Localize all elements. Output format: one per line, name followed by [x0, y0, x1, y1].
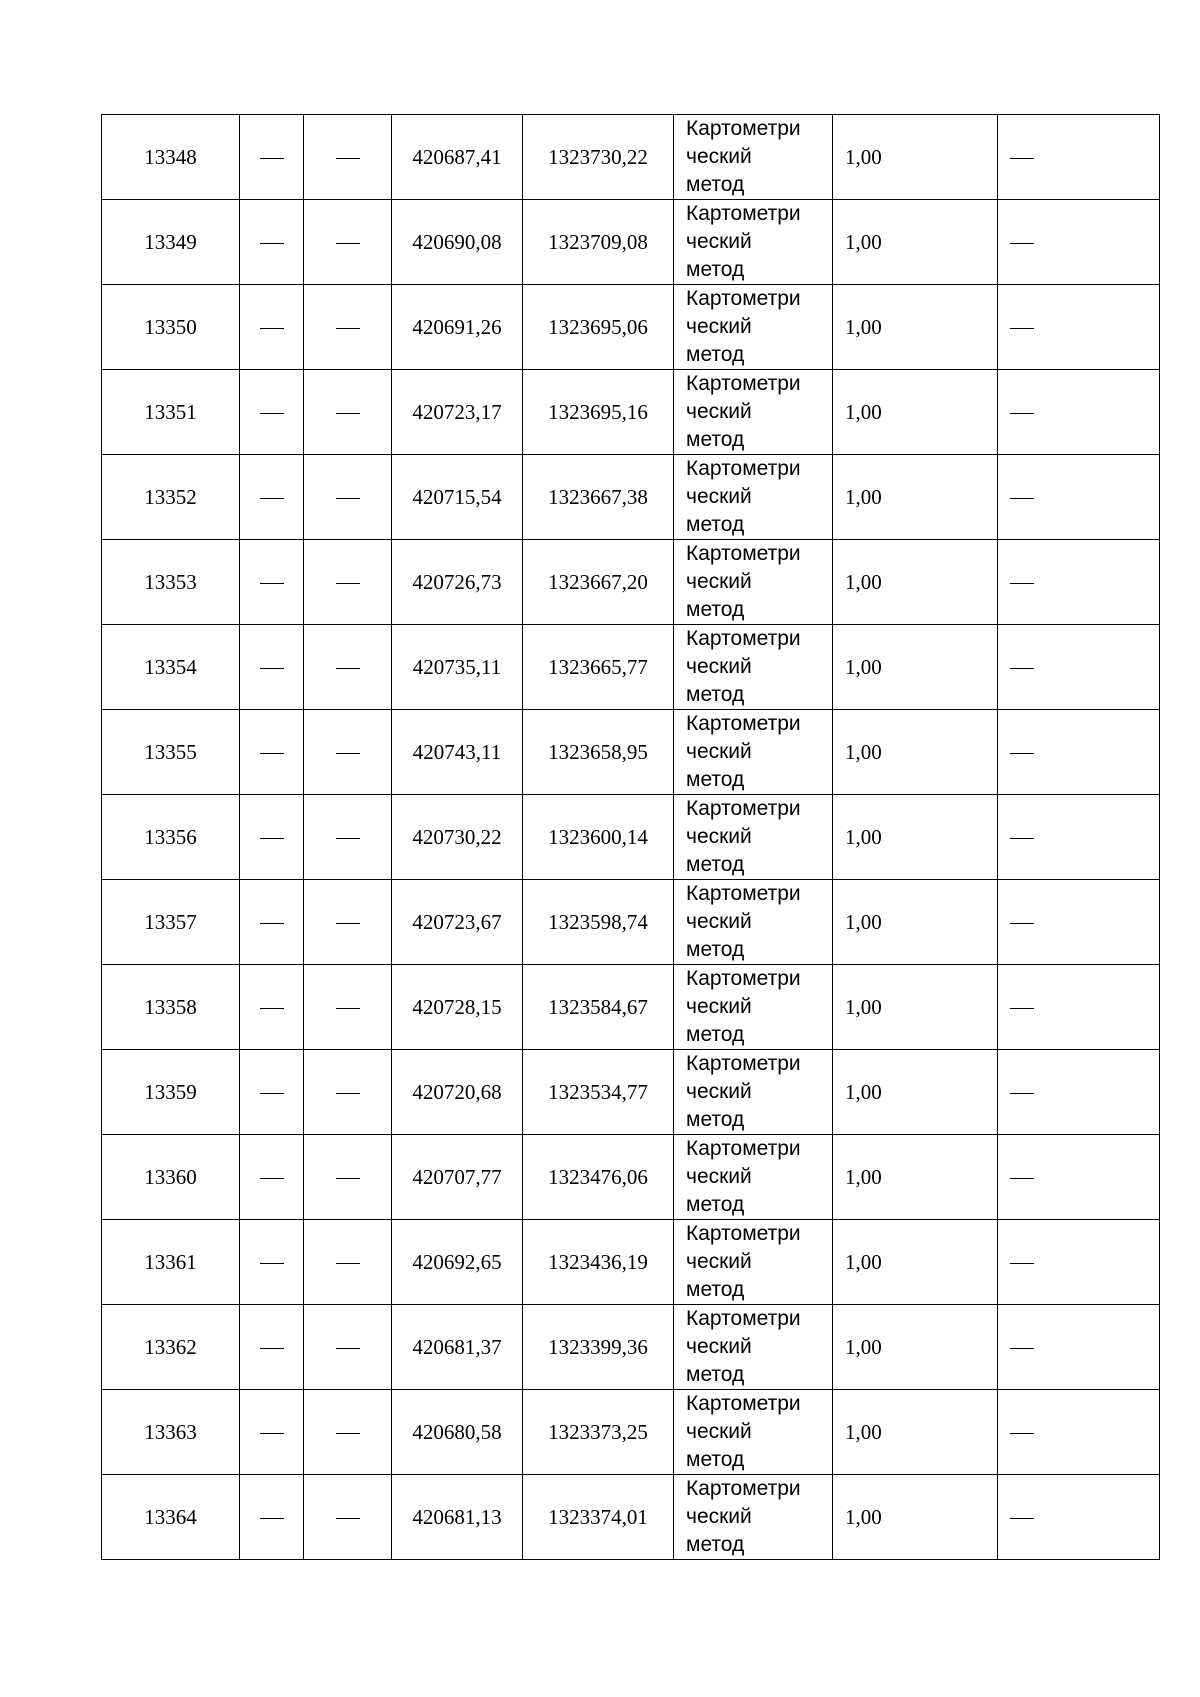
method-line: Картометри: [686, 627, 801, 650]
accuracy-cell: 1,00: [833, 1305, 998, 1390]
table-body: [102, 115, 1160, 1560]
method-cell: [674, 965, 833, 1050]
dash-mark: [336, 1093, 360, 1094]
dash-mark: [260, 1518, 284, 1519]
new-y-cell: 1323399,36: [523, 1305, 674, 1390]
dash-mark: [336, 1518, 360, 1519]
dash-mark: [260, 1263, 284, 1264]
accuracy-cell: 1,00: [833, 795, 998, 880]
dash-mark: [260, 583, 284, 584]
accuracy-cell: 1,00: [833, 710, 998, 795]
method-line: Картометри: [686, 1052, 801, 1075]
new-y-cell: 1323584,67: [523, 965, 674, 1050]
point-number-cell: 13359: [102, 1050, 240, 1135]
dash-mark: [1010, 1433, 1034, 1434]
dash-mark: [1010, 668, 1034, 669]
point-number-cell: 13362: [102, 1305, 240, 1390]
new-x-cell: 420707,77: [392, 1135, 523, 1220]
point-number-cell: 13364: [102, 1475, 240, 1560]
table-row: [102, 1220, 1160, 1305]
dash-mark: [260, 668, 284, 669]
new-x-cell: 420728,15: [392, 965, 523, 1050]
table-row: [102, 200, 1160, 285]
dash-mark: [260, 923, 284, 924]
table-row: [102, 710, 1160, 795]
old-x-cell: [240, 115, 304, 200]
description-cell: [998, 285, 1160, 370]
new-y-cell: 1323665,77: [523, 625, 674, 710]
old-x-cell: [240, 370, 304, 455]
dash-mark: [260, 1348, 284, 1349]
old-x-cell: [240, 200, 304, 285]
method-line: метод: [686, 428, 745, 451]
dash-mark: [1010, 1178, 1034, 1179]
table-row: [102, 1475, 1160, 1560]
accuracy-cell: 1,00: [833, 285, 998, 370]
method-line: ческий: [686, 740, 752, 763]
old-x-cell: [240, 285, 304, 370]
dash-mark: [336, 668, 360, 669]
method-cell: [674, 795, 833, 880]
method-line: Картометри: [686, 1307, 801, 1330]
dash-mark: [336, 1433, 360, 1434]
old-y-cell: [304, 370, 392, 455]
old-x-cell: [240, 880, 304, 965]
accuracy-cell: 1,00: [833, 455, 998, 540]
new-x-cell: 420692,65: [392, 1220, 523, 1305]
method-line: Картометри: [686, 797, 801, 820]
method-line: ческий: [686, 655, 752, 678]
new-y-cell: 1323695,16: [523, 370, 674, 455]
dash-mark: [260, 158, 284, 159]
accuracy-cell: 1,00: [833, 965, 998, 1050]
new-y-cell: 1323476,06: [523, 1135, 674, 1220]
new-y-cell: 1323534,77: [523, 1050, 674, 1135]
dash-mark: [260, 1093, 284, 1094]
old-x-cell: [240, 625, 304, 710]
point-number-cell: 13363: [102, 1390, 240, 1475]
point-number-cell: 13361: [102, 1220, 240, 1305]
dash-mark: [260, 1433, 284, 1434]
dash-mark: [1010, 583, 1034, 584]
accuracy-cell: 1,00: [833, 1135, 998, 1220]
accuracy-cell: 1,00: [833, 200, 998, 285]
old-x-cell: [240, 1390, 304, 1475]
dash-mark: [260, 243, 284, 244]
accuracy-cell: 1,00: [833, 115, 998, 200]
method-cell: [674, 370, 833, 455]
description-cell: [998, 370, 1160, 455]
method-line: ческий: [686, 1335, 752, 1358]
dash-mark: [260, 498, 284, 499]
method-line: Картометри: [686, 1222, 801, 1245]
dash-mark: [260, 413, 284, 414]
method-line: метод: [686, 1023, 745, 1046]
method-line: метод: [686, 1448, 745, 1471]
method-line: метод: [686, 853, 745, 876]
point-number-cell: 13357: [102, 880, 240, 965]
new-y-cell: 1323436,19: [523, 1220, 674, 1305]
old-y-cell: [304, 1475, 392, 1560]
new-x-cell: 420680,58: [392, 1390, 523, 1475]
new-y-cell: 1323598,74: [523, 880, 674, 965]
new-x-cell: 420691,26: [392, 285, 523, 370]
dash-mark: [336, 1178, 360, 1179]
accuracy-cell: 1,00: [833, 370, 998, 455]
accuracy-cell: 1,00: [833, 1220, 998, 1305]
dash-mark: [1010, 1348, 1034, 1349]
dash-mark: [1010, 1093, 1034, 1094]
dash-mark: [260, 1178, 284, 1179]
dash-mark: [336, 328, 360, 329]
new-x-cell: 420730,22: [392, 795, 523, 880]
method-line: ческий: [686, 1165, 752, 1188]
table-row: [102, 285, 1160, 370]
new-x-cell: 420687,41: [392, 115, 523, 200]
new-x-cell: 420690,08: [392, 200, 523, 285]
method-line: ческий: [686, 1505, 752, 1528]
accuracy-cell: 1,00: [833, 1050, 998, 1135]
method-line: ческий: [686, 145, 752, 168]
description-cell: [998, 795, 1160, 880]
dash-mark: [336, 1008, 360, 1009]
dash-mark: [260, 838, 284, 839]
coordinates-table: [101, 114, 1160, 1560]
method-cell: [674, 1390, 833, 1475]
dash-mark: [336, 498, 360, 499]
dash-mark: [336, 243, 360, 244]
old-y-cell: [304, 115, 392, 200]
accuracy-cell: 1,00: [833, 880, 998, 965]
method-line: Картометри: [686, 202, 801, 225]
point-number-cell: 13358: [102, 965, 240, 1050]
method-line: Картометри: [686, 1137, 801, 1160]
table-row: [102, 455, 1160, 540]
method-line: ческий: [686, 315, 752, 338]
method-line: метод: [686, 1108, 745, 1131]
old-y-cell: [304, 1135, 392, 1220]
method-cell: [674, 540, 833, 625]
description-cell: [998, 1475, 1160, 1560]
point-number-cell: 13351: [102, 370, 240, 455]
method-line: Картометри: [686, 372, 801, 395]
method-line: метод: [686, 1533, 745, 1556]
new-y-cell: 1323730,22: [523, 115, 674, 200]
new-x-cell: 420726,73: [392, 540, 523, 625]
old-y-cell: [304, 1390, 392, 1475]
old-x-cell: [240, 1135, 304, 1220]
method-line: ческий: [686, 1420, 752, 1443]
method-line: ческий: [686, 570, 752, 593]
dash-mark: [1010, 1008, 1034, 1009]
method-cell: [674, 455, 833, 540]
description-cell: [998, 540, 1160, 625]
new-y-cell: 1323695,06: [523, 285, 674, 370]
point-number-cell: 13355: [102, 710, 240, 795]
point-number-cell: 13349: [102, 200, 240, 285]
dash-mark: [336, 838, 360, 839]
new-x-cell: 420743,11: [392, 710, 523, 795]
old-x-cell: [240, 1220, 304, 1305]
dash-mark: [336, 1348, 360, 1349]
dash-mark: [1010, 838, 1034, 839]
description-cell: [998, 625, 1160, 710]
method-line: метод: [686, 768, 745, 791]
description-cell: [998, 1390, 1160, 1475]
method-cell: [674, 625, 833, 710]
old-y-cell: [304, 1220, 392, 1305]
dash-mark: [1010, 753, 1034, 754]
dash-mark: [336, 923, 360, 924]
old-x-cell: [240, 710, 304, 795]
description-cell: [998, 455, 1160, 540]
dash-mark: [1010, 413, 1034, 414]
method-cell: [674, 1305, 833, 1390]
method-line: метод: [686, 1363, 745, 1386]
method-cell: [674, 115, 833, 200]
old-y-cell: [304, 285, 392, 370]
method-line: ческий: [686, 995, 752, 1018]
new-y-cell: 1323658,95: [523, 710, 674, 795]
dash-mark: [1010, 1518, 1034, 1519]
new-x-cell: 420735,11: [392, 625, 523, 710]
method-line: Картометри: [686, 117, 801, 140]
table-row: [102, 370, 1160, 455]
table-row: [102, 1135, 1160, 1220]
method-line: ческий: [686, 230, 752, 253]
method-line: Картометри: [686, 457, 801, 480]
description-cell: [998, 1135, 1160, 1220]
old-x-cell: [240, 795, 304, 880]
dash-mark: [336, 1263, 360, 1264]
dash-mark: [1010, 498, 1034, 499]
method-line: ческий: [686, 485, 752, 508]
new-x-cell: 420681,37: [392, 1305, 523, 1390]
table-row: [102, 795, 1160, 880]
dash-mark: [260, 1008, 284, 1009]
method-line: Картометри: [686, 712, 801, 735]
method-line: метод: [686, 1193, 745, 1216]
method-line: метод: [686, 343, 745, 366]
dash-mark: [1010, 328, 1034, 329]
new-y-cell: 1323373,25: [523, 1390, 674, 1475]
method-cell: [674, 1475, 833, 1560]
method-line: Картометри: [686, 882, 801, 905]
method-line: ческий: [686, 825, 752, 848]
dash-mark: [336, 583, 360, 584]
new-x-cell: 420715,54: [392, 455, 523, 540]
description-cell: [998, 1305, 1160, 1390]
old-x-cell: [240, 1050, 304, 1135]
point-number-cell: 13360: [102, 1135, 240, 1220]
old-x-cell: [240, 540, 304, 625]
method-line: Картометри: [686, 287, 801, 310]
new-y-cell: 1323374,01: [523, 1475, 674, 1560]
method-cell: [674, 1050, 833, 1135]
new-y-cell: 1323667,38: [523, 455, 674, 540]
method-line: ческий: [686, 1250, 752, 1273]
old-y-cell: [304, 455, 392, 540]
description-cell: [998, 965, 1160, 1050]
description-cell: [998, 1220, 1160, 1305]
old-y-cell: [304, 1050, 392, 1135]
new-x-cell: 420723,67: [392, 880, 523, 965]
method-line: Картометри: [686, 542, 801, 565]
old-y-cell: [304, 200, 392, 285]
dash-mark: [336, 158, 360, 159]
point-number-cell: 13350: [102, 285, 240, 370]
old-y-cell: [304, 710, 392, 795]
method-cell: [674, 1135, 833, 1220]
table-row: [102, 540, 1160, 625]
point-number-cell: 13352: [102, 455, 240, 540]
old-y-cell: [304, 1305, 392, 1390]
old-x-cell: [240, 1305, 304, 1390]
point-number-cell: 13354: [102, 625, 240, 710]
dash-mark: [336, 753, 360, 754]
accuracy-cell: 1,00: [833, 625, 998, 710]
method-line: метод: [686, 938, 745, 961]
table-row: [102, 1305, 1160, 1390]
method-line: Картометри: [686, 1392, 801, 1415]
method-cell: [674, 200, 833, 285]
dash-mark: [260, 753, 284, 754]
table-row: [102, 1050, 1160, 1135]
old-x-cell: [240, 1475, 304, 1560]
method-line: метод: [686, 173, 745, 196]
method-cell: [674, 880, 833, 965]
method-line: Картометри: [686, 967, 801, 990]
new-y-cell: 1323709,08: [523, 200, 674, 285]
method-line: метод: [686, 513, 745, 536]
point-number-cell: 13356: [102, 795, 240, 880]
dash-mark: [1010, 1263, 1034, 1264]
description-cell: [998, 115, 1160, 200]
method-line: ческий: [686, 400, 752, 423]
table-row: [102, 965, 1160, 1050]
method-line: метод: [686, 1278, 745, 1301]
method-line: метод: [686, 598, 745, 621]
new-x-cell: 420723,17: [392, 370, 523, 455]
method-cell: [674, 285, 833, 370]
point-number-cell: 13353: [102, 540, 240, 625]
old-y-cell: [304, 795, 392, 880]
method-line: ческий: [686, 910, 752, 933]
old-y-cell: [304, 965, 392, 1050]
accuracy-cell: 1,00: [833, 540, 998, 625]
table-row: [102, 1390, 1160, 1475]
method-line: метод: [686, 683, 745, 706]
method-line: метод: [686, 258, 745, 281]
method-cell: [674, 1220, 833, 1305]
method-line: ческий: [686, 1080, 752, 1103]
method-line: Картометри: [686, 1477, 801, 1500]
description-cell: [998, 710, 1160, 795]
table-row: [102, 625, 1160, 710]
table-row: [102, 115, 1160, 200]
new-x-cell: 420720,68: [392, 1050, 523, 1135]
old-y-cell: [304, 880, 392, 965]
description-cell: [998, 1050, 1160, 1135]
dash-mark: [336, 413, 360, 414]
dash-mark: [1010, 923, 1034, 924]
point-number-cell: 13348: [102, 115, 240, 200]
dash-mark: [1010, 158, 1034, 159]
old-x-cell: [240, 455, 304, 540]
old-y-cell: [304, 540, 392, 625]
description-cell: [998, 200, 1160, 285]
dash-mark: [1010, 243, 1034, 244]
old-y-cell: [304, 625, 392, 710]
table-row: [102, 880, 1160, 965]
new-y-cell: 1323600,14: [523, 795, 674, 880]
old-x-cell: [240, 965, 304, 1050]
description-cell: [998, 880, 1160, 965]
accuracy-cell: 1,00: [833, 1390, 998, 1475]
dash-mark: [260, 328, 284, 329]
accuracy-cell: 1,00: [833, 1475, 998, 1560]
new-y-cell: 1323667,20: [523, 540, 674, 625]
new-x-cell: 420681,13: [392, 1475, 523, 1560]
method-cell: [674, 710, 833, 795]
